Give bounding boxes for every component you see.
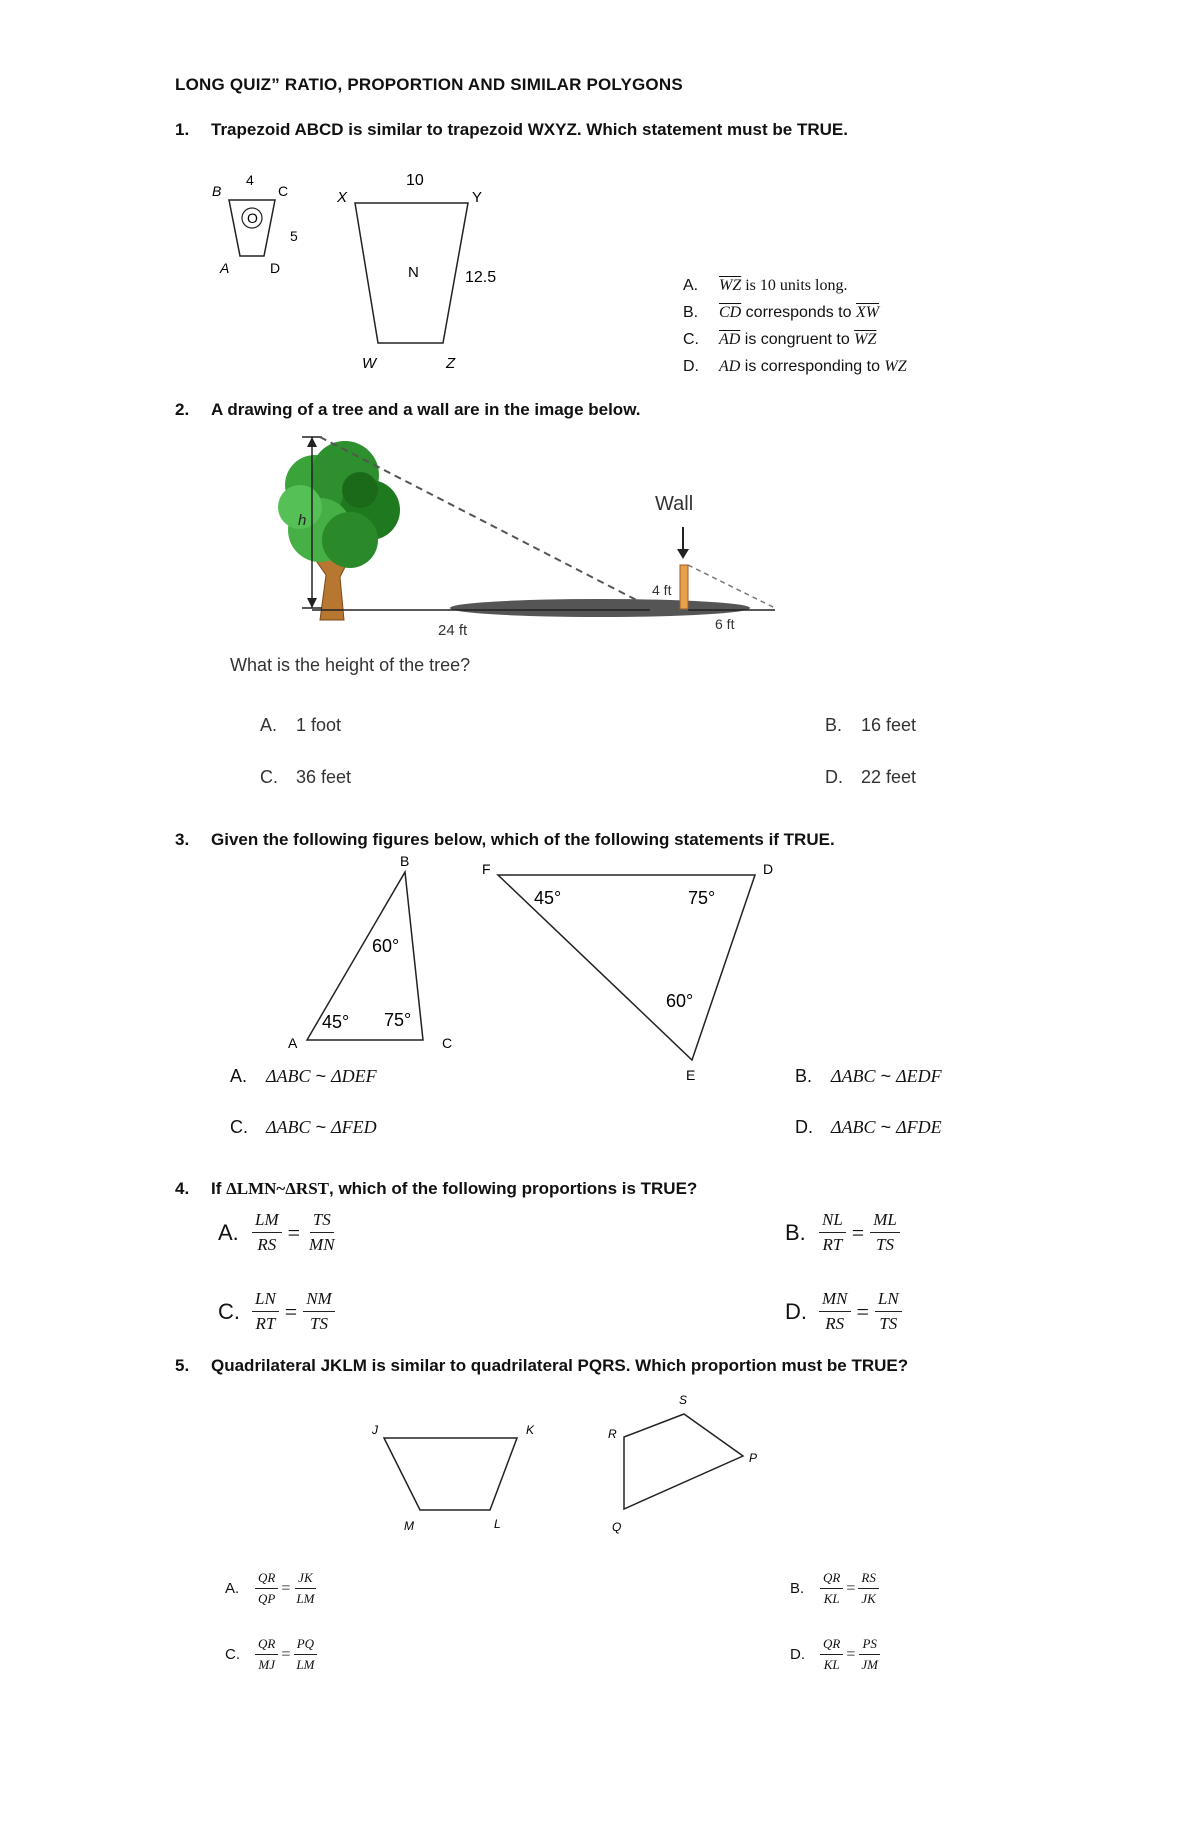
equals-sign: = (281, 1579, 291, 1597)
q2-option-b[interactable] (825, 715, 916, 736)
question-text: Given the following figures below, which of the following statements if TRUE. (211, 830, 835, 849)
question-1 (175, 120, 848, 140)
similar-symbol: ~ (315, 1117, 327, 1137)
label-d: D (763, 861, 774, 877)
question-5 (175, 1356, 908, 1376)
q5-option-b[interactable] (790, 1570, 879, 1607)
triangle-right: ΔFDE (896, 1117, 942, 1137)
triangle-right: ΔFED (331, 1117, 377, 1137)
triangle-left: ΔABC (831, 1066, 876, 1086)
triangle-left: ΔABC (831, 1117, 876, 1137)
label-l: L (494, 1517, 501, 1531)
numerator: PQ (294, 1636, 317, 1655)
q3-option-d[interactable] (795, 1117, 942, 1138)
numerator: JK (295, 1570, 315, 1589)
q2-option-c[interactable] (260, 767, 351, 788)
question-number: 4. (175, 1179, 190, 1198)
denominator: MJ (258, 1657, 275, 1672)
question-3 (175, 830, 835, 850)
denominator: RS (825, 1314, 845, 1333)
denominator: TS (876, 1235, 895, 1254)
denominator: MN (309, 1235, 335, 1254)
tree-wall-figure (260, 425, 790, 640)
numerator: QR (820, 1570, 843, 1589)
label-x: X (337, 189, 348, 206)
equals-sign: = (281, 1645, 291, 1663)
label-n: N (408, 264, 419, 281)
denominator: RT (255, 1314, 276, 1333)
option-text: 16 feet (861, 715, 917, 735)
label-side-5: 5 (290, 228, 298, 244)
triangle-right: ΔEDF (896, 1066, 942, 1086)
q3-option-a[interactable] (230, 1066, 377, 1087)
equals-sign: = (856, 1298, 869, 1324)
label-r: R (608, 1427, 617, 1441)
quadrilateral-pqrs (624, 1414, 743, 1509)
option-label: B. (683, 304, 699, 321)
option-text: corresponds to (741, 304, 856, 321)
similar-symbol: ~ (315, 1066, 327, 1086)
option-text: is congruent to (740, 331, 855, 348)
q3-option-b[interactable] (795, 1066, 942, 1087)
option-label: D. (790, 1646, 805, 1663)
denominator: RS (257, 1235, 277, 1254)
question-math: ΔLMN~ΔRST (226, 1179, 329, 1198)
option-label: A. (260, 715, 278, 735)
triangles-figure (280, 852, 800, 1084)
angle-f: 45° (534, 888, 562, 908)
numerator: NM (303, 1289, 335, 1312)
similar-symbol: ~ (880, 1066, 892, 1086)
q2-prompt: What is the height of the tree? (230, 655, 471, 675)
label-m: M (404, 1519, 414, 1533)
angle-d: 75° (688, 888, 716, 908)
segment: $\overline{WZ}$ (719, 277, 742, 294)
quadrilateral-jklm (384, 1438, 517, 1510)
numerator: QR (255, 1570, 278, 1589)
numerator: PS (859, 1636, 879, 1655)
option-label: B. (825, 715, 843, 735)
q1-option-b[interactable] (683, 299, 907, 326)
option-label: C. (683, 331, 699, 348)
denominator: QP (258, 1591, 276, 1606)
question-number: 2. (175, 400, 190, 419)
label-4ft: 4 ft (652, 582, 672, 598)
question-text-post: , which of the following proportions is TRUE? (329, 1179, 698, 1198)
label-c: C (442, 1035, 453, 1051)
numerator: MN (819, 1289, 851, 1312)
label-y: Y (472, 189, 483, 206)
segment: $\overline{AD}$ (719, 331, 741, 348)
denominator: KL (823, 1591, 840, 1606)
question-4 (175, 1179, 697, 1199)
question-number: 5. (175, 1356, 190, 1375)
label-e: E (686, 1067, 696, 1083)
label-a: A (288, 1035, 298, 1051)
quiz-title: LONG QUIZ” RATIO, PROPORTION AND SIMILAR POLYGONS (175, 75, 683, 94)
equals-sign: = (284, 1298, 298, 1324)
label-o: O (247, 210, 258, 226)
option-label: A. (683, 277, 699, 294)
equals-sign: = (846, 1645, 856, 1663)
q5-option-c[interactable] (225, 1636, 317, 1673)
question-text-pre: If (211, 1179, 227, 1198)
segment: $\overline{CD}$ (719, 304, 742, 321)
trapezoid-figure (200, 160, 540, 380)
segment-2: WZ (884, 358, 907, 375)
option-text: 22 feet (861, 767, 917, 787)
segment-2: $\overline{XW}$ (855, 304, 880, 321)
q2-option-a[interactable] (260, 715, 341, 736)
q5-option-a[interactable] (225, 1570, 317, 1607)
denominator: JK (861, 1591, 876, 1606)
label-24ft: 24 ft (438, 622, 468, 639)
label-k: K (526, 1423, 535, 1437)
q3-option-c[interactable] (230, 1117, 377, 1138)
numerator: LN (252, 1289, 279, 1312)
option-label: B. (795, 1066, 813, 1086)
denominator: TS (879, 1314, 898, 1333)
label-s: S (679, 1393, 688, 1407)
similar-symbol: ~ (880, 1117, 892, 1137)
label-p: P (749, 1451, 758, 1465)
question-text: Trapezoid ABCD is similar to trapezoid WXYZ. Which statement must be TRUE. (211, 120, 848, 139)
numerator: LN (875, 1289, 902, 1312)
option-label: C. (225, 1646, 240, 1663)
numerator: LM (252, 1210, 282, 1233)
label-top-4: 4 (246, 172, 254, 188)
option-label: C. (218, 1298, 240, 1324)
option-text: 1 foot (296, 715, 342, 735)
option-label: D. (795, 1117, 813, 1137)
option-label: D. (683, 358, 699, 375)
quadrilaterals-figure (360, 1390, 780, 1540)
denominator: RT (822, 1235, 843, 1254)
label-b: B (400, 853, 410, 869)
shadow (450, 599, 750, 617)
option-label: A. (218, 1219, 239, 1245)
angle-b: 60° (372, 936, 400, 956)
q4-option-a[interactable] (218, 1210, 338, 1255)
denominator: JM (861, 1657, 878, 1672)
numerator: ML (870, 1210, 900, 1233)
numerator: QR (820, 1636, 843, 1655)
q1-option-c[interactable] (683, 326, 907, 353)
q5-option-d[interactable] (790, 1636, 881, 1673)
denominator: KL (823, 1657, 840, 1672)
option-text: is corresponding to (740, 358, 885, 375)
denominator: LM (296, 1657, 315, 1672)
numerator: QR (255, 1636, 278, 1655)
equals-sign: = (287, 1219, 301, 1245)
option-label: D. (825, 767, 843, 787)
question-number: 3. (175, 830, 190, 849)
option-label: C. (230, 1117, 248, 1137)
label-b: B (212, 183, 222, 199)
option-label: D. (785, 1298, 807, 1324)
denominator: LM (296, 1591, 315, 1606)
label-c: C (278, 183, 289, 199)
label-side-12-5: 12.5 (465, 269, 497, 286)
q4-option-d[interactable] (785, 1289, 902, 1334)
wall (680, 565, 688, 609)
option-text: is 10 units long. (741, 277, 848, 294)
question-text: A drawing of a tree and a wall are in the image below. (211, 400, 641, 419)
equals-sign: = (851, 1219, 865, 1245)
q2-option-d[interactable] (825, 767, 916, 788)
q1-option-a[interactable] (683, 272, 907, 299)
q4-option-c[interactable] (218, 1289, 335, 1334)
label-a: A (220, 260, 230, 276)
label-d: D (270, 260, 281, 276)
label-top-10: 10 (406, 172, 424, 189)
option-label: C. (260, 767, 278, 787)
segment: AD (719, 358, 741, 375)
angle-c: 75° (384, 1010, 412, 1030)
q1-option-d[interactable] (683, 353, 907, 380)
segment-2: $\overline{WZ}$ (854, 331, 877, 348)
triangle-left: ΔABC (266, 1066, 311, 1086)
label-f: F (482, 861, 491, 877)
numerator: RS (858, 1570, 878, 1589)
option-label: B. (790, 1580, 805, 1597)
question-number: 1. (175, 120, 190, 139)
triangle-right: ΔDEF (331, 1066, 377, 1086)
q1-options (683, 272, 907, 380)
q4-option-b[interactable] (785, 1210, 900, 1255)
tree-foliage (278, 441, 400, 568)
option-label: A. (230, 1066, 248, 1086)
question-2 (175, 400, 641, 420)
option-text: 36 feet (296, 767, 352, 787)
angle-e: 60° (666, 991, 694, 1011)
numerator: TS (310, 1210, 334, 1233)
label-q: Q (612, 1520, 622, 1534)
option-label: A. (225, 1580, 240, 1597)
question-text: Quadrilateral JKLM is similar to quadrilateral PQRS. Which proportion must be TRUE? (211, 1356, 909, 1375)
angle-a: 45° (322, 1012, 350, 1032)
label-z: Z (446, 355, 456, 372)
denominator: TS (309, 1314, 328, 1333)
label-w: W (362, 355, 377, 372)
numerator: NL (819, 1210, 846, 1233)
label-h: h (298, 512, 307, 529)
option-label: B. (785, 1219, 806, 1245)
label-wall: Wall (655, 493, 694, 515)
equals-sign: = (846, 1579, 856, 1597)
triangle-left: ΔABC (266, 1117, 311, 1137)
label-6ft: 6 ft (715, 616, 735, 632)
label-j: J (372, 1423, 378, 1437)
